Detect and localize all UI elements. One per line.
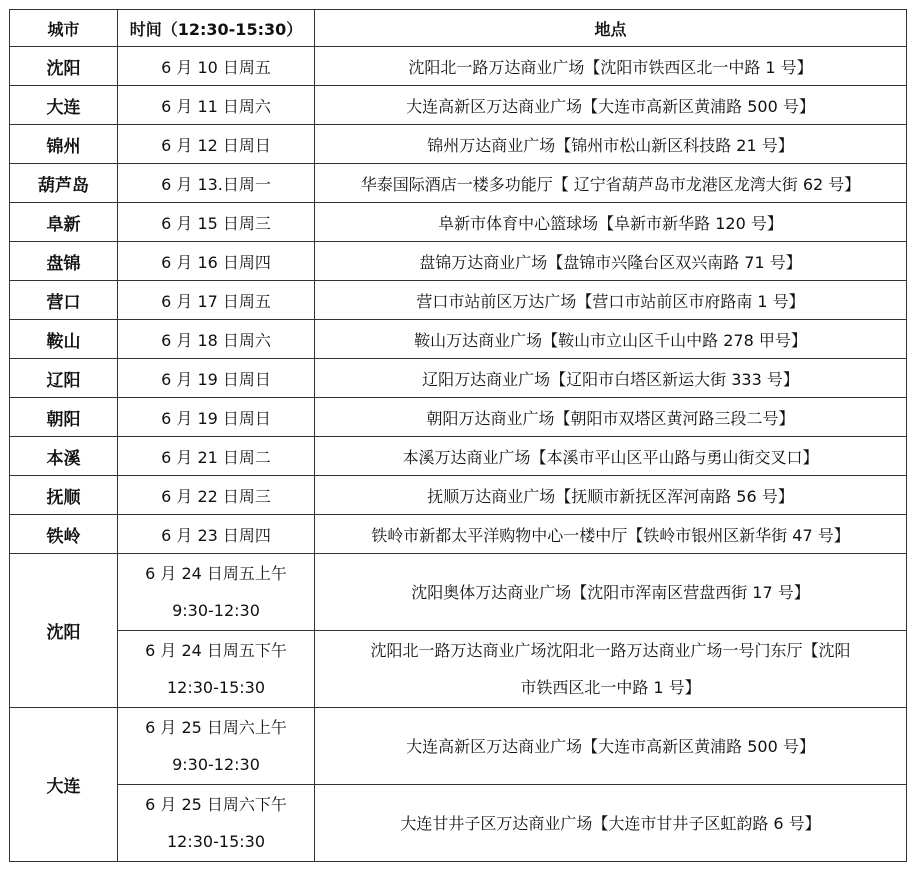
location-cell: 大连高新区万达商业广场【大连市高新区黄浦路 500 号】 bbox=[315, 86, 907, 125]
date-cell bbox=[118, 708, 315, 785]
city-cell: 阜新 bbox=[10, 203, 118, 242]
city-cell: 葫芦岛 bbox=[10, 164, 118, 203]
location-cell: 鞍山万达商业广场【鞍山市立山区千山中路 278 甲号】 bbox=[315, 320, 907, 359]
table-row bbox=[10, 476, 907, 515]
group-city-cell: 沈阳 bbox=[10, 554, 118, 708]
date-line: 6 月 24 日周五上午 bbox=[145, 564, 287, 583]
schedule-table bbox=[9, 9, 907, 862]
location-cell: 阜新市体育中心篮球场【阜新市新华路 120 号】 bbox=[315, 203, 907, 242]
table-row bbox=[10, 125, 907, 164]
location-cell bbox=[315, 631, 907, 708]
date-cell bbox=[118, 631, 315, 708]
location-cell: 沈阳北一路万达商业广场【沈阳市铁西区北一中路 1 号】 bbox=[315, 47, 907, 86]
location-cell: 铁岭市新都太平洋购物中心一楼中厅【铁岭市银州区新华街 47 号】 bbox=[315, 515, 907, 554]
time-line: 9:30-12:30 bbox=[172, 755, 260, 774]
table-row bbox=[10, 242, 907, 281]
table-row bbox=[10, 437, 907, 476]
date-cell: 6 月 19 日周日 bbox=[118, 398, 315, 437]
city-cell: 鞍山 bbox=[10, 320, 118, 359]
date-line: 6 月 25 日周六下午 bbox=[145, 795, 287, 814]
location-line: 沈阳奥体万达商业广场【沈阳市浑南区营盘西街 17 号】 bbox=[411, 582, 810, 602]
date-cell: 6 月 16 日周四 bbox=[118, 242, 315, 281]
location-cell: 朝阳万达商业广场【朝阳市双塔区黄河路三段二号】 bbox=[315, 398, 907, 437]
city-cell: 大连 bbox=[10, 86, 118, 125]
date-line: 6 月 25 日周六上午 bbox=[145, 718, 287, 737]
city-cell: 本溪 bbox=[10, 437, 118, 476]
table-row bbox=[10, 281, 907, 320]
header-row bbox=[10, 10, 907, 47]
location-cell: 本溪万达商业广场【本溪市平山区平山路与勇山街交叉口】 bbox=[315, 437, 907, 476]
date-cell: 6 月 18 日周六 bbox=[118, 320, 315, 359]
city-cell: 营口 bbox=[10, 281, 118, 320]
schedule-table-wrapper bbox=[9, 9, 907, 862]
city-cell: 辽阳 bbox=[10, 359, 118, 398]
time-line: 12:30-15:30 bbox=[167, 678, 265, 697]
location-line: 大连高新区万达商业广场【大连市高新区黄浦路 500 号】 bbox=[406, 736, 815, 756]
table-row bbox=[10, 708, 907, 785]
table-row bbox=[10, 203, 907, 242]
location-cell: 营口市站前区万达广场【营口市站前区市府路南 1 号】 bbox=[315, 281, 907, 320]
table-row bbox=[10, 631, 907, 708]
date-line: 6 月 24 日周五下午 bbox=[145, 641, 287, 660]
city-cell: 抚顺 bbox=[10, 476, 118, 515]
date-cell: 6 月 22 日周三 bbox=[118, 476, 315, 515]
city-cell: 锦州 bbox=[10, 125, 118, 164]
city-cell: 铁岭 bbox=[10, 515, 118, 554]
date-cell: 6 月 12 日周日 bbox=[118, 125, 315, 164]
table-row bbox=[10, 515, 907, 554]
group-city-cell: 大连 bbox=[10, 708, 118, 862]
city-cell: 沈阳 bbox=[10, 47, 118, 86]
date-cell: 6 月 13.日周一 bbox=[118, 164, 315, 203]
location-cell bbox=[315, 785, 907, 862]
header-location: 地点 bbox=[315, 10, 907, 47]
date-cell: 6 月 23 日周四 bbox=[118, 515, 315, 554]
date-cell: 6 月 10 日周五 bbox=[118, 47, 315, 86]
location-cell: 锦州万达商业广场【锦州市松山新区科技路 21 号】 bbox=[315, 125, 907, 164]
location-cell bbox=[315, 708, 907, 785]
location-line: 市铁西区北一中路 1 号】 bbox=[520, 678, 701, 697]
header-city: 城市 bbox=[10, 10, 118, 47]
table-row bbox=[10, 554, 907, 631]
table-row bbox=[10, 398, 907, 437]
time-line: 12:30-15:30 bbox=[167, 832, 265, 851]
location-cell: 华泰国际酒店一楼多功能厅【 辽宁省葫芦岛市龙港区龙湾大街 62 号】 bbox=[315, 164, 907, 203]
table-row bbox=[10, 86, 907, 125]
table-row bbox=[10, 359, 907, 398]
date-cell: 6 月 19 日周日 bbox=[118, 359, 315, 398]
table-row bbox=[10, 164, 907, 203]
time-line: 9:30-12:30 bbox=[172, 601, 260, 620]
date-cell bbox=[118, 554, 315, 631]
location-cell: 抚顺万达商业广场【抚顺市新抚区浑河南路 56 号】 bbox=[315, 476, 907, 515]
city-cell: 朝阳 bbox=[10, 398, 118, 437]
location-cell: 辽阳万达商业广场【辽阳市白塔区新运大街 333 号】 bbox=[315, 359, 907, 398]
date-cell: 6 月 17 日周五 bbox=[118, 281, 315, 320]
location-cell: 盘锦万达商业广场【盘锦市兴隆台区双兴南路 71 号】 bbox=[315, 242, 907, 281]
date-cell: 6 月 21 日周二 bbox=[118, 437, 315, 476]
table-row bbox=[10, 47, 907, 86]
location-cell bbox=[315, 554, 907, 631]
city-cell: 盘锦 bbox=[10, 242, 118, 281]
location-line: 大连甘井子区万达商业广场【大连市甘井子区虹韵路 6 号】 bbox=[400, 813, 821, 833]
date-cell bbox=[118, 785, 315, 862]
header-time: 时间（12:30-15:30） bbox=[118, 10, 315, 47]
table-row bbox=[10, 785, 907, 862]
date-cell: 6 月 15 日周三 bbox=[118, 203, 315, 242]
date-cell: 6 月 11 日周六 bbox=[118, 86, 315, 125]
table-row bbox=[10, 320, 907, 359]
location-line: 沈阳北一路万达商业广场沈阳北一路万达商业广场一号门东厅【沈阳 bbox=[370, 641, 851, 660]
